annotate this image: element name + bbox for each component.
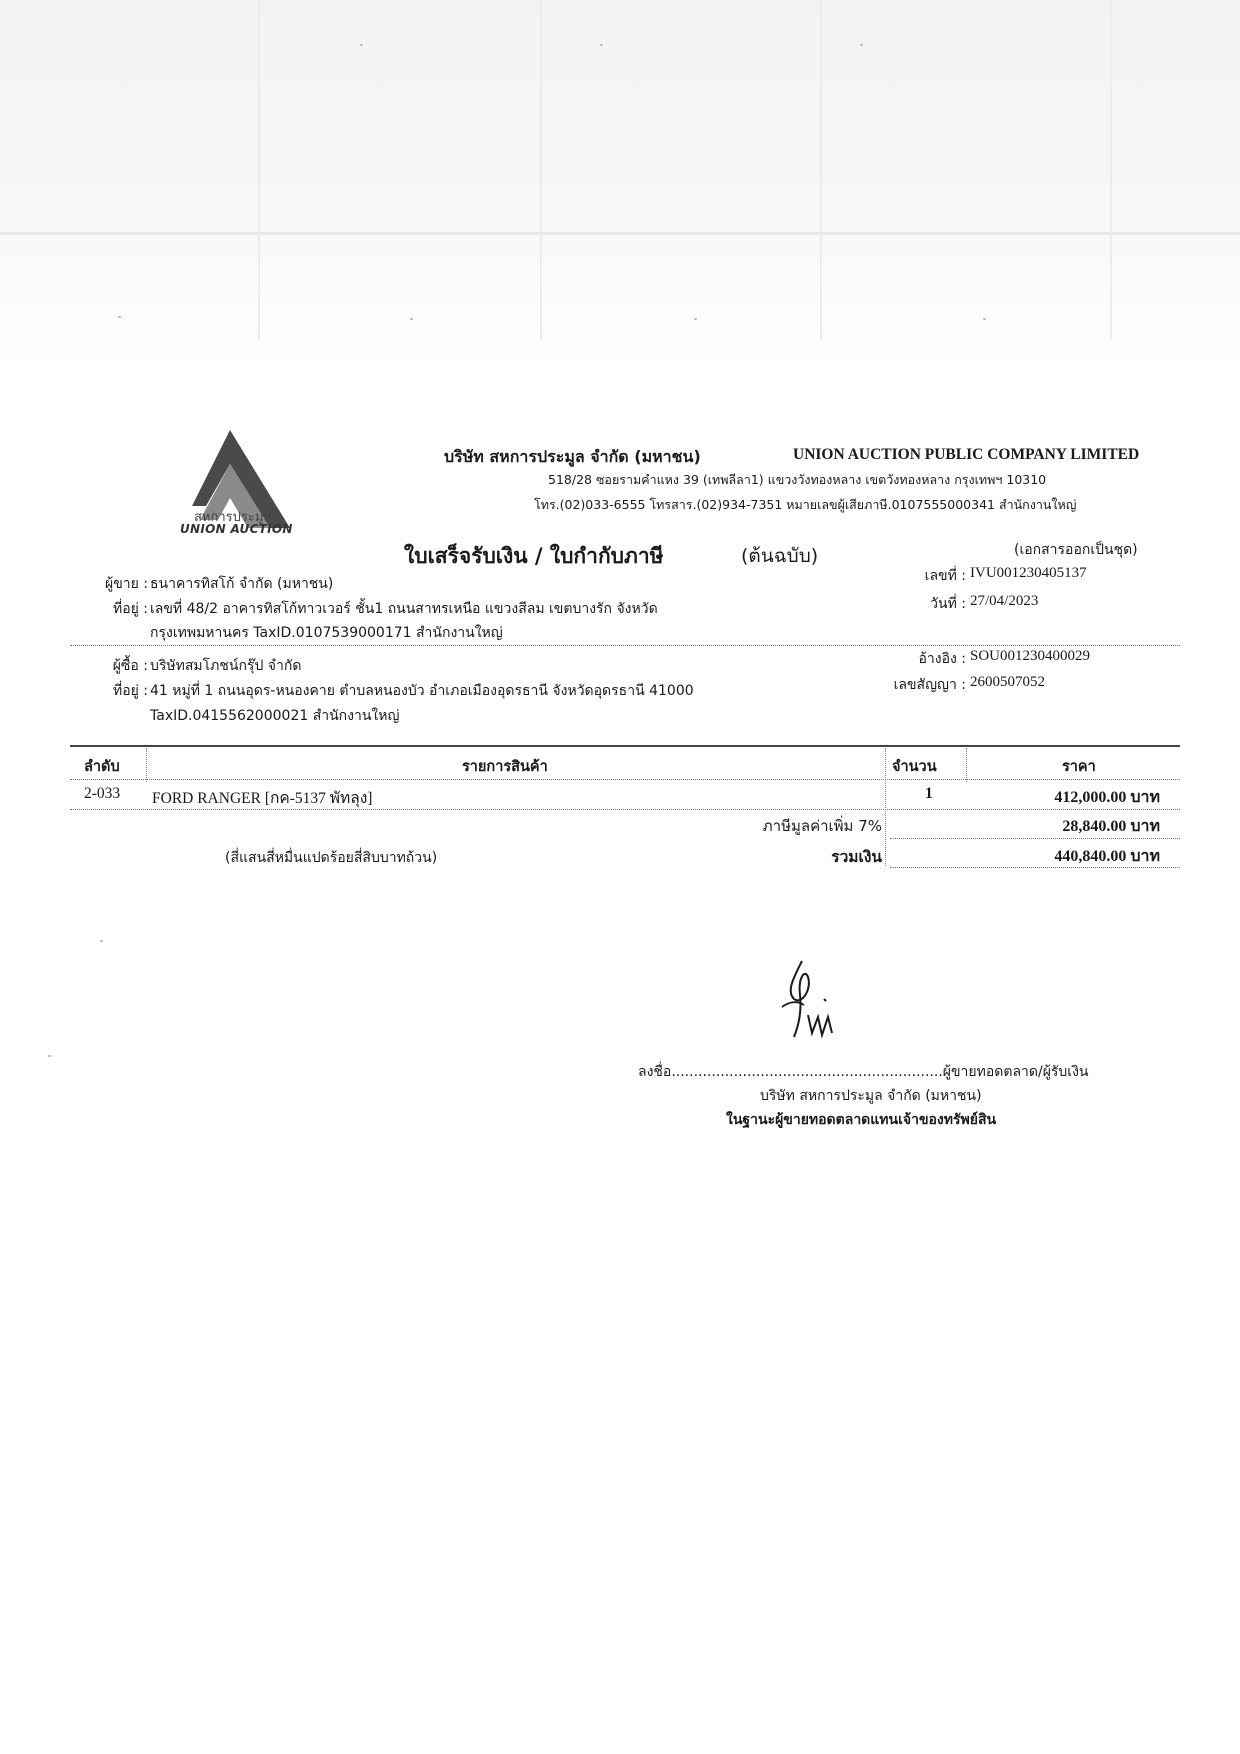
company-address: 518/28 ซอยรามคำแหง 39 (เทพลีลา1) แขวงวังทองหลาง เขตวังทองหลาง กรุงเทพฯ 10310: [548, 472, 1047, 487]
total-label: รวมเงิน: [831, 848, 882, 866]
seller-label: ผู้ขาย :: [104, 576, 148, 592]
scan-shading: [0, 0, 1240, 370]
scan-speck: [694, 318, 697, 320]
scan-speck: [360, 44, 363, 46]
seller-name: ธนาคารทิสโก้ จำกัด (มหาชน): [150, 576, 334, 592]
signature-line: ลงชื่อ.............................................................ผู้ขายทอดตลาด/ผู้รับเงิน: [638, 1064, 1089, 1080]
fold-line: [258, 0, 260, 340]
scan-speck: [100, 940, 103, 942]
seller-address-label: ที่อยู่ :: [112, 601, 148, 617]
row-item: FORD RANGER [กค-5137 พัทลุง]: [152, 790, 373, 807]
document-number: IVU001230405137: [970, 565, 1087, 581]
fold-line: [0, 232, 1240, 235]
fold-line: [820, 0, 822, 340]
table-column-divider: [966, 748, 967, 782]
table-top-border: [70, 745, 1180, 747]
reference-number: SOU001230400029: [970, 648, 1091, 664]
logo-text-en: UNION AUCTION: [180, 522, 293, 536]
scan-speck: [410, 318, 413, 320]
scan-speck: [600, 44, 603, 46]
seller-address-line1: เลขที่ 48/2 อาคารทิสโก้ทาวเวอร์ ชั้น1 ถนนสาทรเหนือ แขวงสีลม เขตบางรัก จังหวัด: [150, 601, 658, 617]
scan-speck: [983, 318, 986, 320]
issued-note: (เอกสารออกเป็นชุด): [1014, 542, 1138, 558]
buyer-label: ผู้ซื้อ :: [112, 658, 148, 674]
logo-text-th: สหการประมูล: [194, 510, 272, 525]
document-number-label: เลขที่ :: [924, 568, 966, 584]
vat-amount: 28,840.00 บาท: [1062, 818, 1160, 835]
company-name-en: UNION AUCTION PUBLIC COMPANY LIMITED: [793, 446, 1140, 463]
document-date-label: วันที่ :: [930, 596, 966, 612]
document-date: 27/04/2023: [970, 593, 1039, 609]
buyer-address-label: ที่อยู่ :: [112, 683, 148, 699]
contract-number: 2600507052: [970, 674, 1045, 690]
header-item: รายการสินค้า: [462, 759, 548, 775]
table-header-divider: [70, 779, 1180, 780]
document-title: ใบเสร็จรับเงิน / ใบกำกับภาษี: [404, 544, 664, 568]
contract-label: เลขสัญญา :: [893, 677, 966, 693]
buyer-address-line1: 41 หมู่ที่ 1 ถนนอุดร-หนองคาย ตำบลหนองบัว อำเภอเมืองอุดรธานี จังหวัดอุดรธานี 41000: [150, 683, 694, 699]
buyer-name: บริษัทสมโภชน์กรุ๊ป จำกัด: [150, 658, 302, 674]
header-seq: ลำดับ: [84, 759, 120, 775]
company-contact: โทร.(02)033-6555 โทรสาร.(02)934-7351 หมายเลขผู้เสียภาษี.0107555000341 สำนักงานใหญ่: [534, 497, 1077, 512]
total-amount: 440,840.00 บาท: [1054, 848, 1160, 865]
row-seq: 2-033: [84, 785, 121, 802]
vat-label: ภาษีมูลค่าเพิ่ม 7%: [762, 817, 882, 835]
table-column-divider: [885, 748, 886, 866]
table-row-divider: [70, 809, 1180, 810]
handwritten-signature: [772, 955, 852, 1043]
signature-company: บริษัท สหการประมูล จำกัด (มหาชน): [760, 1088, 982, 1104]
document-title-suffix: (ต้นฉบับ): [741, 545, 819, 567]
table-column-divider: [146, 748, 147, 782]
seller-address-line2: กรุงเทพมหานคร TaxID.0107539000171 สำนักงานใหญ่: [150, 625, 503, 641]
row-qty: 1: [925, 785, 933, 802]
scan-speck: [860, 44, 863, 46]
fold-line: [540, 0, 542, 340]
table-bottom-border: [890, 867, 1180, 868]
section-divider: [70, 645, 1180, 646]
scan-speck: [118, 316, 121, 318]
scan-speck: [48, 1055, 51, 1057]
row-price: 412,000.00 บาท: [1054, 789, 1160, 806]
reference-label: อ้างอิง :: [918, 651, 966, 667]
header-price: ราคา: [1062, 759, 1096, 775]
total-in-words: (สี่แสนสี่หมื่นแปดร้อยสี่สิบบาทถ้วน): [225, 850, 438, 866]
company-name-th: บริษัท สหการประมูล จำกัด (มหาชน): [444, 447, 701, 466]
signature-capacity: ในฐานะผู้ขายทอดตลาดแทนเจ้าของทรัพย์สิน: [726, 1112, 997, 1128]
buyer-address-line2: TaxID.0415562000021 สำนักงานใหญ่: [150, 708, 400, 724]
header-qty: จำนวน: [892, 759, 937, 775]
table-row-divider: [890, 838, 1180, 839]
fold-line: [1110, 0, 1112, 340]
